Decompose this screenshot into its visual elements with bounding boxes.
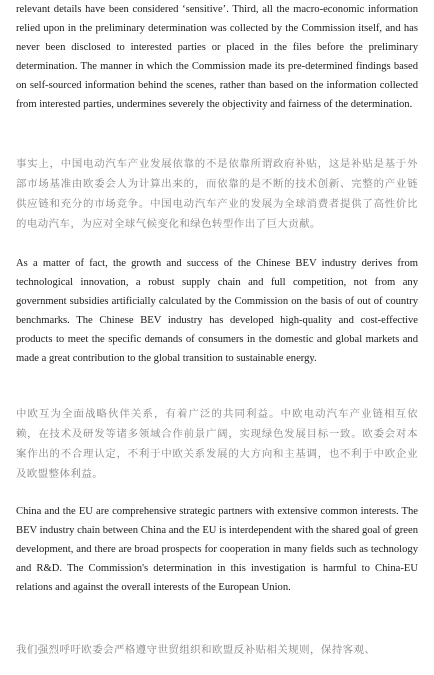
paragraph-english-1: relevant details have been considered ‘sensitive’. Third, all the macro-economic information relied upon in the preliminary determination was collected by the Commission itself, and has never been disclosed to interested parties or placed in the files before the preliminary determination. The manner in which the Commission made its pre-determined findings based on self-sourced information behind the scenes, rather than based on the information collected from interested parties, undermines severely the objectivity and fairness of the determination. <box>16 4 418 110</box>
paragraph-chinese-3: 我们强烈呼吁欧委会严格遵守世贸组织和欧盟反补贴相关规则，保持客观、 <box>16 644 376 656</box>
paragraph-chinese-1: 事实上，中国电动汽车产业发展依靠的不是依靠所谓政府补贴，这是补贴是基于外部市场基准由欧委会人为计算出来的，而依靠的是不断的技术创新、完整的产业链供应链和充分的市场竞争。中国电动汽车产业的发展为全球消费者提供了高性价比的电动汽车，为应对全球气候变化和绿色转型作出了巨大贡献。 <box>16 158 418 230</box>
paragraph-chinese-2: 中欧互为全面战略伙伴关系，有着广泛的共同利益。中欧电动汽车产业链相互依赖，在技术及研发等诸多领域合作前景广阔，实现绿色发展目标一致。欧委会对本案作出的不合理认定，不利于中欧关系发展的大方向和主基调，也不利于中欧企业及欧盟整体利益。 <box>16 408 418 480</box>
paragraph-english-3: China and the EU are comprehensive strategic partners with extensive common interests. The BEV industry chain between China and the EU is interdependent with the shared goal of green development, and there are broad prospects for cooperation in many fields such as technology and R&D. The Commission's determination in this investigation is harmful to China-EU relations and against the overall interests of the European Union. <box>16 506 418 593</box>
paragraph-english-2: As a matter of fact, the growth and success of the Chinese BEV industry derives from technological innovation, a robust supply chain and full competition, not from any government subsidies artificially calculated by the Commission on the basis of out of country benchmarks. The Chinese BEV industry has developed high-quality and cost-effective products to meet the specific demands of consumers in the domestic and global markets and made a great contribution to the global transition to sustainable energy. <box>16 258 418 364</box>
